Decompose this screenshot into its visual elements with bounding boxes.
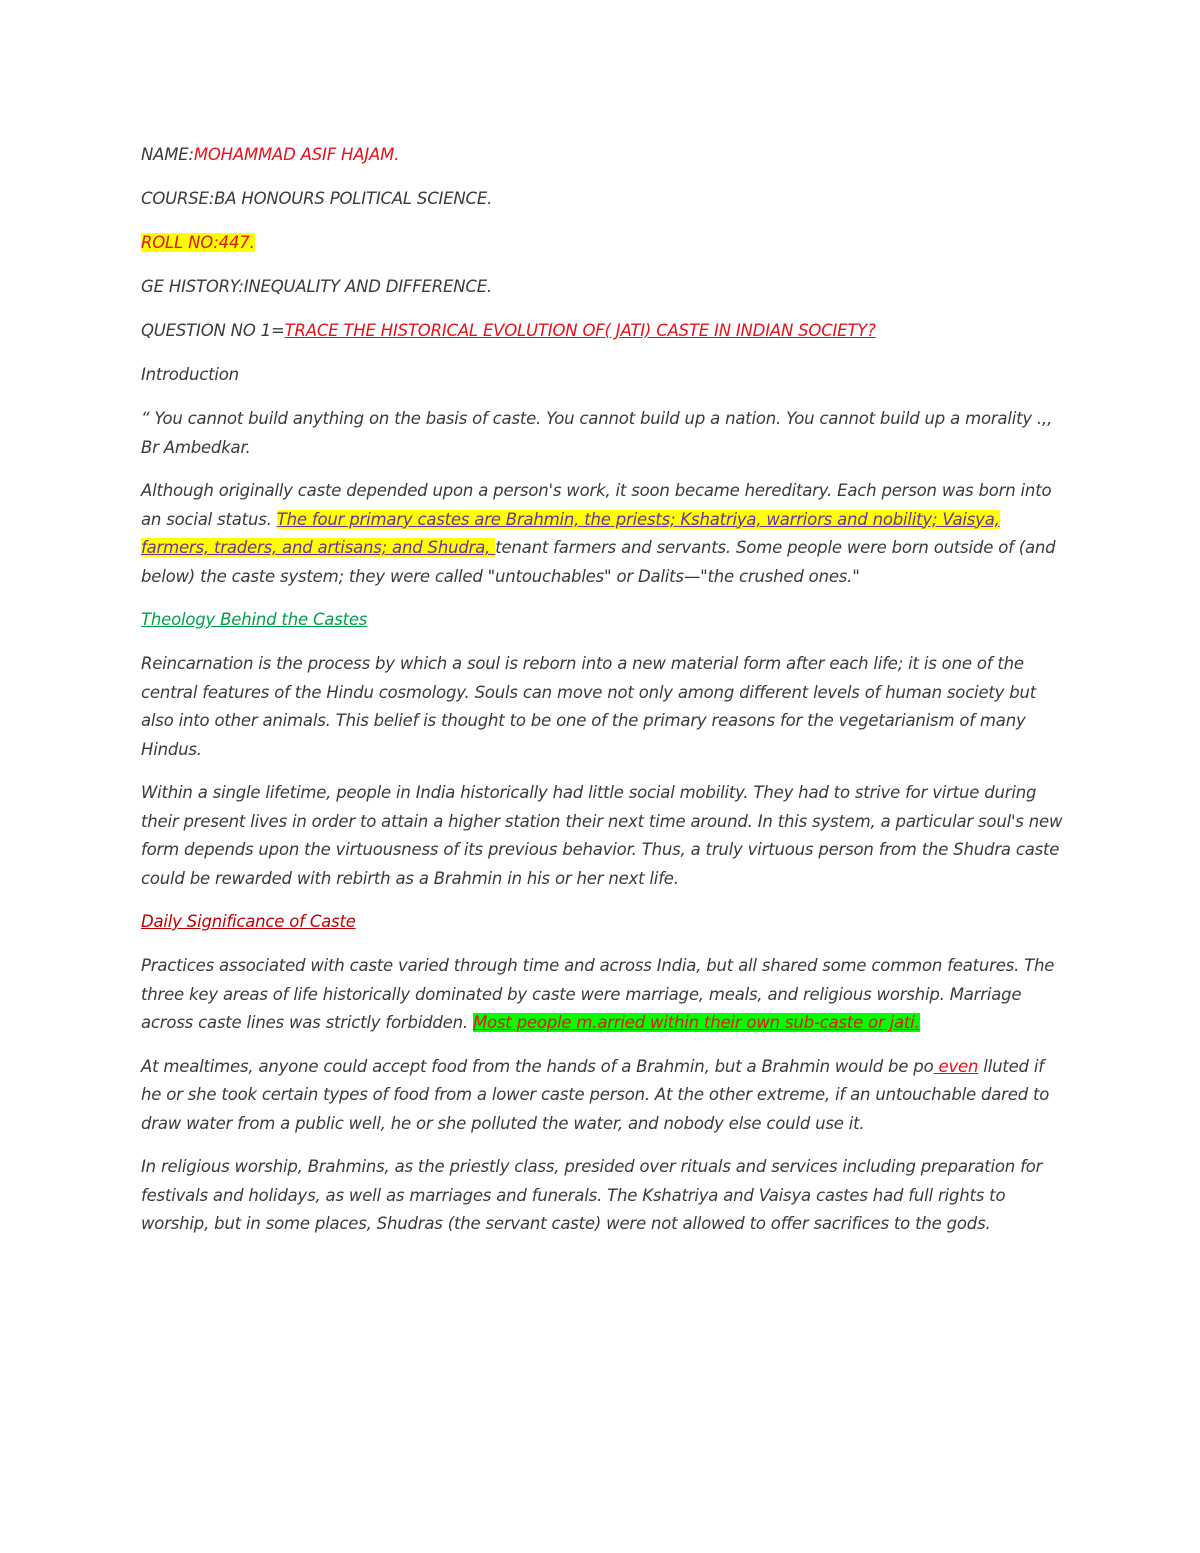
- mealtimes-end: lluted if he or she took certain types of food from a lower caste person. At the other extreme, if an untouchable dared to draw water from a public well, he or she polluted the water, and nobody else could use it.: [141, 1056, 1050, 1133]
- document-body: [141, 141, 1066, 1254]
- reincarnation-paragraph: Reincarnation is the process by which a soul is reborn into a new material form after each life; it is one of the central features of the Hindu cosmology. Souls can move not only among different levels of human society but also into other animals. This belief is thought to be one of the primary reasons for the vegetarianism of many Hindus.: [141, 654, 1037, 759]
- intro-paragraph-end: tenant farmers and servants. Some people were born outside of (and below) the caste system; they were called "untouchables" or Dalits—"the crushed ones.": [141, 538, 1056, 586]
- introduction-heading: Introduction: [141, 365, 239, 384]
- ge-subject-line: GE HISTORY:INEQUALITY AND DIFFERENCE.: [141, 277, 492, 296]
- religious-worship-paragraph: In religious worship, Brahmins, as the priestly class, presided over rituals and services including preparation for festivals and holidays, as well as marriages and funerals. The Kshatriya and Vaisya castes had full rights to worship, but in some places, Shudras (the servant caste) were not allowed to offer sacrifices to the gods.: [141, 1157, 1043, 1233]
- mealtimes-start: At mealtimes, anyone could accept food from the hands of a Brahmin, but a Brahmin would be po: [141, 1056, 934, 1076]
- mealtimes-paragraph: [141, 1053, 1066, 1139]
- practices-paragraph: [141, 952, 1066, 1038]
- theology-heading: Theology Behind the Castes: [141, 610, 368, 629]
- practices-paragraph-start: Practices associated with caste varied through time and across India, but all shared some common features. The three key areas of life historically dominated by caste were marriage, meals, and religious worship. Marriage across caste lines was strictly forbidden.: [141, 956, 1055, 1032]
- question-line: [141, 317, 1066, 345]
- intro-paragraph: [141, 477, 1066, 591]
- course-line: COURSE:BA HONOURS POLITICAL SCIENCE.: [141, 189, 493, 208]
- roll-number-line: [141, 229, 1066, 257]
- ambedkar-quote: “ You cannot build anything on the basis of caste. You cannot build up a nation. You cannot build up a morality .,, Br Ambedkar.: [141, 409, 1053, 457]
- student-name: MOHAMMAD ASIF HAJAM.: [193, 145, 400, 164]
- intro-paragraph-start: Although originally caste depended upon a person's work, it soon became hereditary. Each person was born into an social status.: [141, 481, 1052, 529]
- inserted-word-even: even: [933, 1056, 979, 1076]
- student-name-line: [141, 141, 1066, 169]
- four-castes-highlight: The four primary castes are Brahmin, the priests; Kshatriya, warriors and nobility; Vaisya, farmers, traders, and artisans; and Shudra,: [141, 509, 1000, 557]
- daily-significance-heading: Daily Significance of Caste: [141, 912, 356, 931]
- name-label: NAME:: [141, 145, 194, 164]
- social-mobility-paragraph: Within a single lifetime, people in India historically had little social mobility. They had to strive for virtue during their present lives in order to attain a higher station their next time around. In this system, a particular soul's new form depends upon the virtuousness of its previous behavior. Thus, a truly virtuous person from the Shudra caste could be rewarded with rebirth as a Brahmin in his or her next life.: [141, 783, 1063, 888]
- sub-caste-highlight: Most people m.arried within their own sub-caste or jati.: [472, 1013, 920, 1032]
- question-text: TRACE THE HISTORICAL EVOLUTION OF( JATI) CASTE IN INDIAN SOCIETY?: [284, 321, 876, 340]
- roll-number: ROLL NO:447.: [141, 233, 255, 252]
- question-label: QUESTION NO 1=: [141, 321, 285, 340]
